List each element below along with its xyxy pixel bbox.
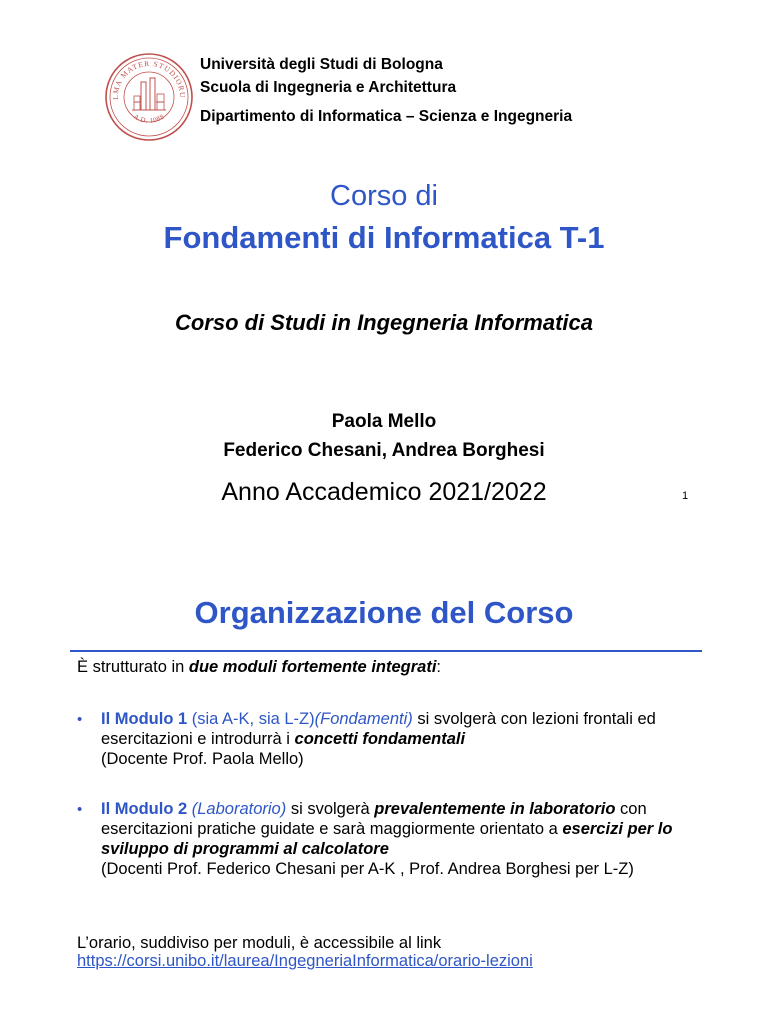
- page-number: 1: [682, 490, 689, 502]
- academic-year: Anno Accademico 2021/2022: [221, 478, 547, 506]
- degree-program: Corso di Studi in Ingegneria Informatica: [174, 310, 594, 335]
- svg-text:A.D. 1088: A.D. 1088: [132, 112, 166, 125]
- svg-text:ALMA MATER STUDIORUM: LMA MATER STUDIORU: [110, 58, 188, 100]
- teacher-primary: Paola Mello: [331, 411, 437, 432]
- department-name: Dipartimento di Informatica – Scienza e Ingegneria: [200, 108, 573, 125]
- school-name: Scuola di Ingegneria e Architettura: [200, 79, 457, 96]
- module-1-item: Il Modulo 1 (sia A-K, sia L-Z)(Fondamenti) si svolgerà con lezioni frontali ed esercitazioni e introdurrà i concetti fondamentali (Docente Prof. Paola Mello): [101, 710, 656, 768]
- course-title: Fondamenti di Informatica T-1: [163, 220, 605, 255]
- university-name: Università degli Studi di Bologna: [200, 56, 443, 73]
- module-1-emphasis: concetti fondamentali: [294, 730, 466, 748]
- module-2-item: Il Modulo 2 (Laboratorio) si svolgerà prevalentemente in laboratorio con esercitazioni pratiche guidate e sarà maggiormente orientato a esercizi per lo sviluppo di programmi al calcolatore (Docenti Prof. Federico Chesani per A-K , Prof. Andrea Borghesi per L-Z): [101, 800, 673, 878]
- module-1-name: Il Modulo 1: [101, 710, 188, 728]
- schedule-link[interactable]: https://corsi.unibo.it/laurea/IngegneriaInformatica/orario-lezioni: [77, 952, 533, 970]
- module-2-name: Il Modulo 2: [101, 800, 188, 818]
- teachers-secondary: Federico Chesani, Andrea Borghesi: [223, 440, 545, 461]
- section-divider: [70, 650, 702, 652]
- university-seal-icon: [104, 52, 194, 142]
- intro-text: È strutturato in due moduli fortemente integrati:: [77, 658, 442, 676]
- section-title: Organizzazione del Corso: [194, 595, 574, 630]
- bullet-icon: •: [77, 801, 83, 818]
- course-pre: Corso di: [330, 180, 438, 212]
- bullet-icon: •: [77, 711, 83, 728]
- module-2-emphasis-1: prevalentemente in laboratorio: [374, 800, 616, 818]
- module-2-emphasis-2: esercizi per lo sviluppo di programmi al calcolatore: [101, 820, 673, 858]
- schedule-text: L’orario, suddiviso per moduli, è accessibile al link: [77, 934, 442, 952]
- intro-emphasis: due moduli fortemente integrati: [188, 658, 437, 676]
